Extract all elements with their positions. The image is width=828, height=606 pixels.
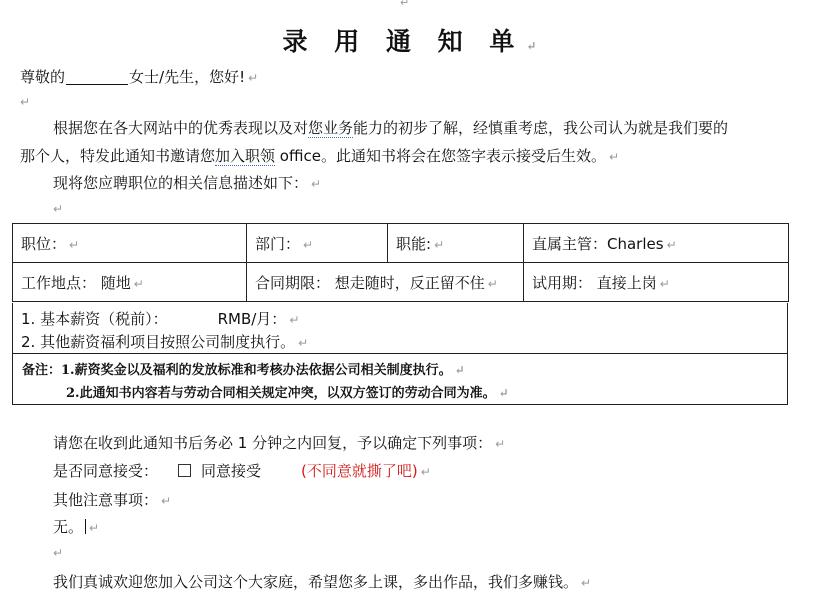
function-cell[interactable]: 职能: ↵ (388, 224, 524, 263)
intro-line-2: 那个人，特发此通知书邀请您加入职领 office。此通知书将会在您签字表示接受后生效。 ↵ (20, 147, 620, 165)
greeting-prefix: 尊敬的 (20, 68, 66, 86)
salary-item-2: 2. 其他薪资福利项目按照公司制度执行。 ↵ (21, 333, 309, 351)
none-line[interactable]: 无。 ↵ (53, 518, 100, 536)
agree-option-label: 同意接受 (201, 462, 262, 480)
contract-cell[interactable]: 合同期限： 想走随时，反正留不住 ↵ (247, 263, 524, 302)
note-line-2: 2.此通知书内容若与劳动合同相关规定冲突，以双方签订的劳动合同为准。 ↵ (66, 386, 509, 401)
description-line: 现将您应聘职位的相关信息描述如下： ↵ (53, 174, 322, 192)
table-row (13, 224, 789, 263)
location-cell[interactable]: 工作地点： 随地 ↵ (13, 263, 247, 302)
paragraph-mark-icon: ↵ (526, 39, 546, 53)
note-line-1: 备注：1.薪资奖金以及福利的发放标准和考核办法依据公司相关制度执行。 ↵ (22, 363, 465, 378)
table-row (13, 263, 789, 302)
position-info-table (12, 223, 789, 302)
notes-box (12, 353, 788, 405)
agree-line: 是否同意接受： 同意接受 (不同意就撕了吧) ↵ (53, 462, 431, 480)
intro-line-1: 根据您在各大网站中的优秀表现以及对您业务能力的初步了解，经慎重考虑，我公司认为就是我们要的 (53, 119, 729, 137)
paragraph-mark-icon: ↵ (53, 202, 64, 216)
name-blank[interactable] (66, 69, 128, 85)
paragraph-mark-icon: ↵ (20, 95, 31, 109)
paragraph-mark-icon: ↵ (248, 71, 259, 85)
paragraph-mark-icon: ↵ (311, 177, 322, 191)
agree-checkbox[interactable] (178, 464, 191, 477)
department-cell[interactable]: 部门： ↵ (247, 224, 388, 263)
paragraph-mark-icon: ↵ (608, 150, 620, 164)
reject-note: (不同意就撕了吧) (301, 462, 418, 480)
reply-line: 请您在收到此通知书后务必 1 分钟之内回复，予以确定下列事项： ↵ (53, 434, 506, 452)
closing-line: 我们真诚欢迎您加入公司这个大家庭，希望您多上课，多出作品，我们多赚钱。 ↵ (53, 573, 592, 591)
salary-box (12, 303, 788, 354)
position-cell[interactable]: 职位： ↵ (13, 224, 247, 263)
probation-cell[interactable]: 试用期： 直接上岗 ↵ (524, 263, 789, 302)
text-cursor (85, 519, 86, 534)
greeting-suffix: 女士/先生，您好! (129, 68, 246, 86)
supervisor-cell[interactable]: 直属主管：Charles ↵ (524, 224, 789, 263)
join-link: 加入职领 (215, 147, 276, 165)
greeting-line (20, 66, 258, 87)
other-notes-label: 其他注意事项： ↵ (53, 491, 172, 509)
paragraph-mark-icon: ↵ (400, 0, 410, 9)
business-link: 您业务 (308, 119, 354, 137)
document-title: 录 用 通 知 单 ↵ (282, 27, 546, 56)
salary-item-1: 1. 基本薪资（税前）： RMB/月： ↵ (21, 310, 300, 328)
